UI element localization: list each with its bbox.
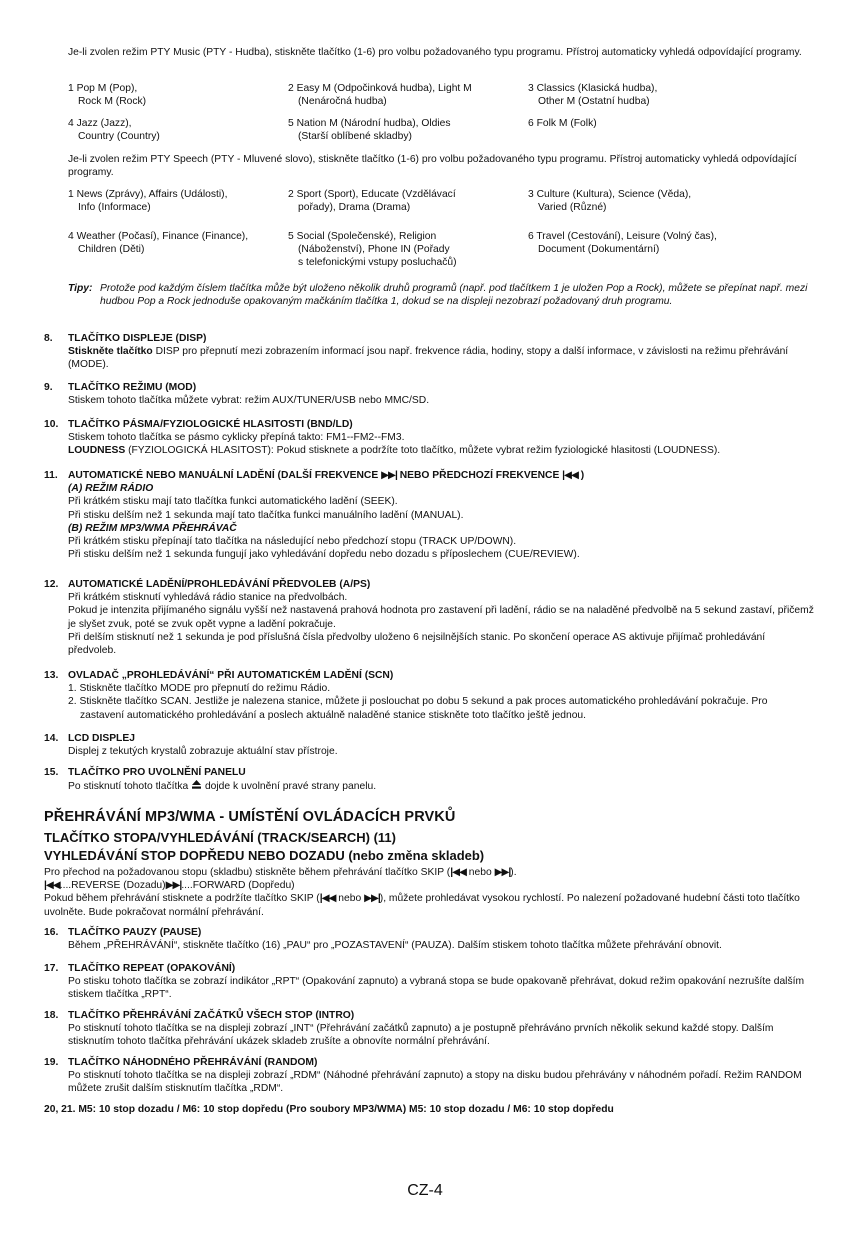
music-option-1: 1 Pop M (Pop), Rock M (Rock) xyxy=(68,83,147,108)
section-13: 13. OVLADAČ „PROHLEDÁVÁNÍ“ PŘI AUTOMATICKÉM LADĚNÍ (SCN) 1. Stiskněte tlačítko MODE pro přepnutí do režimu Rádio. 2. Stiskněte tlačítko SCAN. Jestliže je nalezena stanice, můžete ji poslouchat po dobu 5 sekund a pak proces automatického prohledávání pokračuje. Pro zastavení automatického prohledávání a poslech aktuálně naladěné stanice stiskněte toto tlačítko ještě jednou. xyxy=(44,669,814,722)
prev-track-icon: |◀◀ xyxy=(44,880,60,892)
next-track-icon: ▶▶| xyxy=(494,867,511,878)
section-title: TLAČÍTKO REŽIMU (MOD) xyxy=(68,382,197,393)
tip-label: Tipy: xyxy=(68,283,93,294)
speech-option-4: 4 Weather (Počasí), Finance (Finance), Children (Děti) xyxy=(68,231,249,256)
section-17: 17. TLAČÍTKO REPEAT (OPAKOVÁNÍ) Po stisku tohoto tlačítka se zobrazí indikátor „RPT“ (Opakování zapnuto) a vybraná stopa se bude opakovaně přehrávat, dokud režim opakování nezrušíte dalším stiskem tlačítka „RPT“. xyxy=(44,962,814,1002)
music-option-4: 4 Jazz (Jazz), Country (Country) xyxy=(68,118,160,143)
page-number: CZ-4 xyxy=(407,1182,443,1199)
prev-track-icon: |◀◀ xyxy=(319,893,336,905)
speech-option-3: 3 Culture (Kultura), Science (Věda), Varied (Různé) xyxy=(528,189,692,214)
prev-track-icon: |◀◀ xyxy=(562,470,578,481)
pty-music-intro xyxy=(68,46,808,59)
music-option-6: 6 Folk M (Folk) xyxy=(528,118,597,129)
section-title: TLAČÍTKO PÁSMA/FYZIOLOGICKÉ HLASITOSTI (BND/LD) xyxy=(68,419,353,430)
next-track-icon: ▶▶| xyxy=(381,470,397,481)
section-title: LCD DISPLEJ xyxy=(68,733,135,744)
section-20-21: 20, 21. M5: 10 stop dozadu / M6: 10 stop dopředu (Pro soubory MP3/WMA) M5: 10 stop dozadu / M6: 10 stop dopředu xyxy=(44,1104,614,1115)
section-19: 19. TLAČÍTKO NÁHODNÉHO PŘEHRÁVÁNÍ (RANDOM) Po stisknutí tohoto tlačítka se na displeji zobrazí „RDM“ (Náhodné přehrávání zapnuto) a stopy na disku budou přehrávány v náhodném pořadí. Režim RANDOM můžete zrušit dalším stisknutím tlačítka „RDM“. xyxy=(44,1056,814,1096)
section-10: 10. TLAČÍTKO PÁSMA/FYZIOLOGICKÉ HLASITOSTI (BND/LD) Stiskem tohoto tlačítka se pásmo cyklicky přepíná takto: FM1--FM2--FM3. LOUDNESS (FYZIOLOGICKÁ HLASITOST): Pokud stisknete a podržíte toto tlačítko, můžete vybrat režim fyziologické hlasitosti (LOUDNESS). xyxy=(44,418,814,458)
section-14: 14. LCD DISPLEJ Displej z tekutých krystalů zobrazuje aktuální stav přístroje. xyxy=(44,732,814,758)
section-title: TLAČÍTKO PŘEHRÁVÁNÍ ZAČÁTKŮ VŠECH STOP (INTRO) xyxy=(68,1010,355,1021)
tip-note xyxy=(68,282,808,308)
section-title: TLAČÍTKO PAUZY (PAUSE) xyxy=(68,927,202,938)
mp3-subheading-1: TLAČÍTKO STOPA/VYHLEDÁVÁNÍ (TRACK/SEARCH) (11) xyxy=(44,830,396,845)
section-title: TLAČÍTKO PRO UVOLNĚNÍ PANELU xyxy=(68,767,246,778)
section-title: AUTOMATICKÉ NEBO MANUÁLNÍ LADĚNÍ (DALŠÍ FREKVENCE ▶▶| NEBO PŘEDCHOZÍ FREKVENCE |◀◀ ) xyxy=(68,470,585,481)
section-15: 15. TLAČÍTKO PRO UVOLNĚNÍ PANELU Po stisknutí tohoto tlačítka dojde k uvolnění pravé strany panelu. xyxy=(44,766,814,793)
speech-option-5: 5 Social (Společenské), Religion (Náboženství), Phone IN (Pořady s telefonickými vstupy posluchačů) xyxy=(288,231,457,269)
section-title: AUTOMATICKÉ LADĚNÍ/PROHLEDÁVÁNÍ PŘEDVOLEB (A/PS) xyxy=(68,579,371,590)
section-16: 16. TLAČÍTKO PAUZY (PAUSE) Během „PŘEHRÁVÁNÍ“, stiskněte tlačítko (16) „PAU“ pro „POZASTAVENÍ“ (PAUZA). Dalším stiskem tohoto tlačítka můžete přehrávání obnovit. xyxy=(44,926,814,952)
pty-music-text: Je-li zvolen režim PTY Music (PTY - Hudba), stiskněte tlačítko (1-6) pro volbu požadovaného typu programu. Přístroj automaticky vyhledá odpovídající programy. xyxy=(68,47,802,58)
section-11: 11. AUTOMATICKÉ NEBO MANUÁLNÍ LADĚNÍ (DALŠÍ FREKVENCE ▶▶| NEBO PŘEDCHOZÍ FREKVENCE |◀◀ ) (A) REŽIM RÁDIO Při krátkém stisku mají tato tlačítka funkci automatického ladění (SEEK). Při stisku delším než 1 sekunda mají tato tlačítka funkci manuálního ladění (MANUAL). (B) REŽIM MP3/WMA PŘEHRÁVAČ Při krátkém stisku přepínají tato tlačítka na následující nebo předchozí stopu (TRACK UP/DOWN). Při stisku delším než 1 sekunda fungují jako vyhledávání dopředu nebo dozadu s příposlechem (CUE/REVIEW). xyxy=(44,469,814,561)
music-option-5: 5 Nation M (Národní hudba), Oldies (Starší oblíbené skladby) xyxy=(288,118,451,143)
mp3-subheading-2: VYHLEDÁVÁNÍ STOP DOPŘEDU NEBO DOZADU (nebo změna skladeb) xyxy=(44,848,485,863)
section-12: 12. AUTOMATICKÉ LADĚNÍ/PROHLEDÁVÁNÍ PŘEDVOLEB (A/PS) Při krátkém stisknutí vyhledává rádio stanice na předvolbách. Pokud je intenzita přijímaného signálu vyšší než nastavená prahová hodnota pro zastavení při ladění, rádio se na naladěné předvolbě na 5 sekund zastaví, přičemž je slyšet zvuk, poté se zvuk opět vypne a ladění pokračuje. Při delším stisknutí než 1 sekunda je pod příslušná čísla předvolby uloženo 6 nejsilnějších stanic. Po skončení operace AS aktivuje přijímač prohledávání předvoleb. xyxy=(44,579,814,657)
section-title: OVLADAČ „PROHLEDÁVÁNÍ“ PŘI AUTOMATICKÉM LADĚNÍ (SCN) xyxy=(68,670,394,681)
prev-track-icon: |◀◀ xyxy=(450,867,466,878)
section-9: 9. TLAČÍTKO REŽIMU (MOD) Stiskem tohoto tlačítka můžete vybrat: režim AUX/TUNER/USB nebo MMC/SD. xyxy=(44,381,814,407)
section-title: TLAČÍTKO DISPLEJE (DISP) xyxy=(68,333,207,344)
section-8: 8. TLAČÍTKO DISPLEJE (DISP) Stiskněte tlačítko DISP pro přepnutí mezi zobrazením informací jsou např. frekvence rádia, hodiny, stopy a další informace, v závislosti na režimu přehrávání (MODE). xyxy=(44,332,814,372)
mp3-section-heading: PŘEHRÁVÁNÍ MP3/WMA - UMÍSTĚNÍ OVLÁDACÍCH PRVKŮ xyxy=(44,809,456,825)
speech-option-2: 2 Sport (Sport), Educate (Vzdělávací pořady), Drama (Drama) xyxy=(288,189,456,214)
next-track-icon: ▶▶| xyxy=(165,880,182,892)
section-title: TLAČÍTKO REPEAT (OPAKOVÁNÍ) xyxy=(68,963,236,974)
section-18: 18. TLAČÍTKO PŘEHRÁVÁNÍ ZAČÁTKŮ VŠECH STOP (INTRO) Po stisknutí tohoto tlačítka se na displeji zobrazí „INT“ (Přehrávání začátků zapnuto) a je postupně přehráváno prvních několik sekund každé stopy. Dalším stisknutím tohoto tlačítka přehrávání ukázek skladeb zrušíte a obnovíte normální přehrávání. xyxy=(44,1009,814,1049)
next-track-icon: ▶▶| xyxy=(364,893,380,905)
speech-option-6: 6 Travel (Cestování), Leisure (Volný čas), Document (Dokumentární) xyxy=(528,231,717,256)
mp3-search-text: Pro přechod na požadovanou stopu (skladbu) stiskněte během přehrávání tlačítko SKIP (|◀◀ nebo ▶▶|). |◀◀....REVERSE (Dozadu)▶▶|....FORWARD (Dopředu) Pokud během přehrávání stisknete a podržíte tlačítko SKIP (|◀◀ nebo ▶▶|), můžete prohledávat vysokou rychlostí. Po nalezení požadované hudební části toto tlačítko uvolněte. Bude pokračovat normální přehrávání. xyxy=(44,867,800,918)
music-option-3: 3 Classics (Klasická hudba), Other M (Ostatní hudba) xyxy=(528,83,658,108)
speech-option-1: 1 News (Zprávy), Affairs (Události), Info (Informace) xyxy=(68,189,228,214)
pty-speech-intro xyxy=(68,153,808,179)
tip-text: Protože pod každým číslem tlačítka může být uloženo několik druhů programů (např. pod tlačítkem 1 je uložen Pop a Rock), můžete se přepínat např. mezi hudbou Pop a Rock jednoduše opakovaným mačkáním tlačítka 1, dokud se na displeji nezobrazí požadovaný druh programu. xyxy=(100,283,808,308)
section-title: TLAČÍTKO NÁHODNÉHO PŘEHRÁVÁNÍ (RANDOM) xyxy=(68,1057,318,1068)
eject-icon xyxy=(191,781,205,792)
pty-speech-text: Je-li zvolen režim PTY Speech (PTY - Mluvené slovo), stiskněte tlačítko (1-6) pro volbu požadovaného typu programu. Přístroj automaticky vyhledá odpovídající programy. xyxy=(68,154,797,179)
music-option-2: 2 Easy M (Odpočinková hudba), Light M (Nenáročná hudba) xyxy=(288,83,472,108)
